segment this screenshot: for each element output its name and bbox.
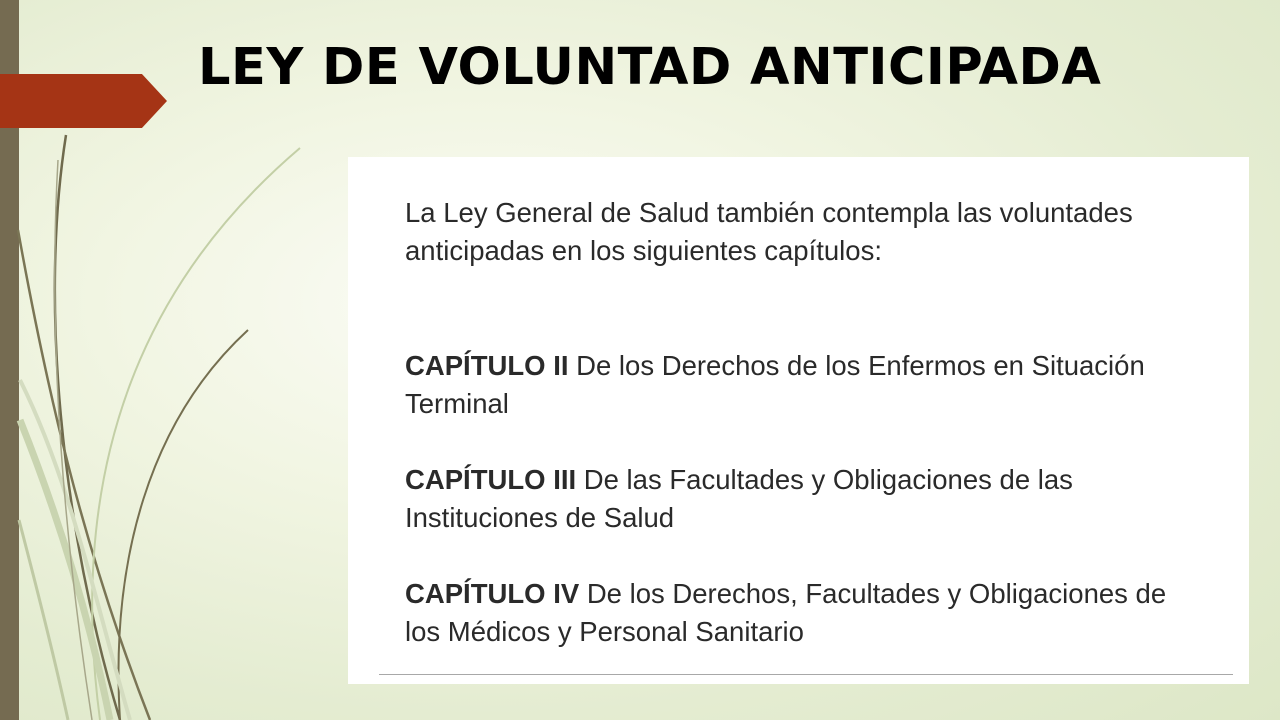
slide-title: LEY DE VOLUNTAD ANTICIPADA	[198, 38, 1102, 97]
content-text	[405, 194, 1205, 689]
chapter-label: CAPÍTULO III	[405, 464, 577, 495]
chapter-text: De los Derechos de los Enfermos en Situación Terminal	[405, 350, 1145, 419]
content-panel	[348, 157, 1249, 684]
chapter-item	[405, 347, 1205, 423]
horizontal-divider	[379, 674, 1233, 675]
chapter-item	[405, 575, 1205, 651]
title-arrow-marker	[0, 74, 167, 128]
chapter-item	[405, 461, 1205, 537]
chapter-label: CAPÍTULO II	[405, 350, 569, 381]
intro-paragraph: La Ley General de Salud también contempla las voluntades anticipadas en los siguientes capítulos:	[405, 197, 1133, 266]
chapter-label: CAPÍTULO IV	[405, 578, 580, 609]
chapter-text: De las Facultades y Obligaciones de las Instituciones de Salud	[405, 464, 1073, 533]
chapter-text: De los Derechos, Facultades y Obligaciones de los Médicos y Personal Sanitario	[405, 578, 1167, 647]
